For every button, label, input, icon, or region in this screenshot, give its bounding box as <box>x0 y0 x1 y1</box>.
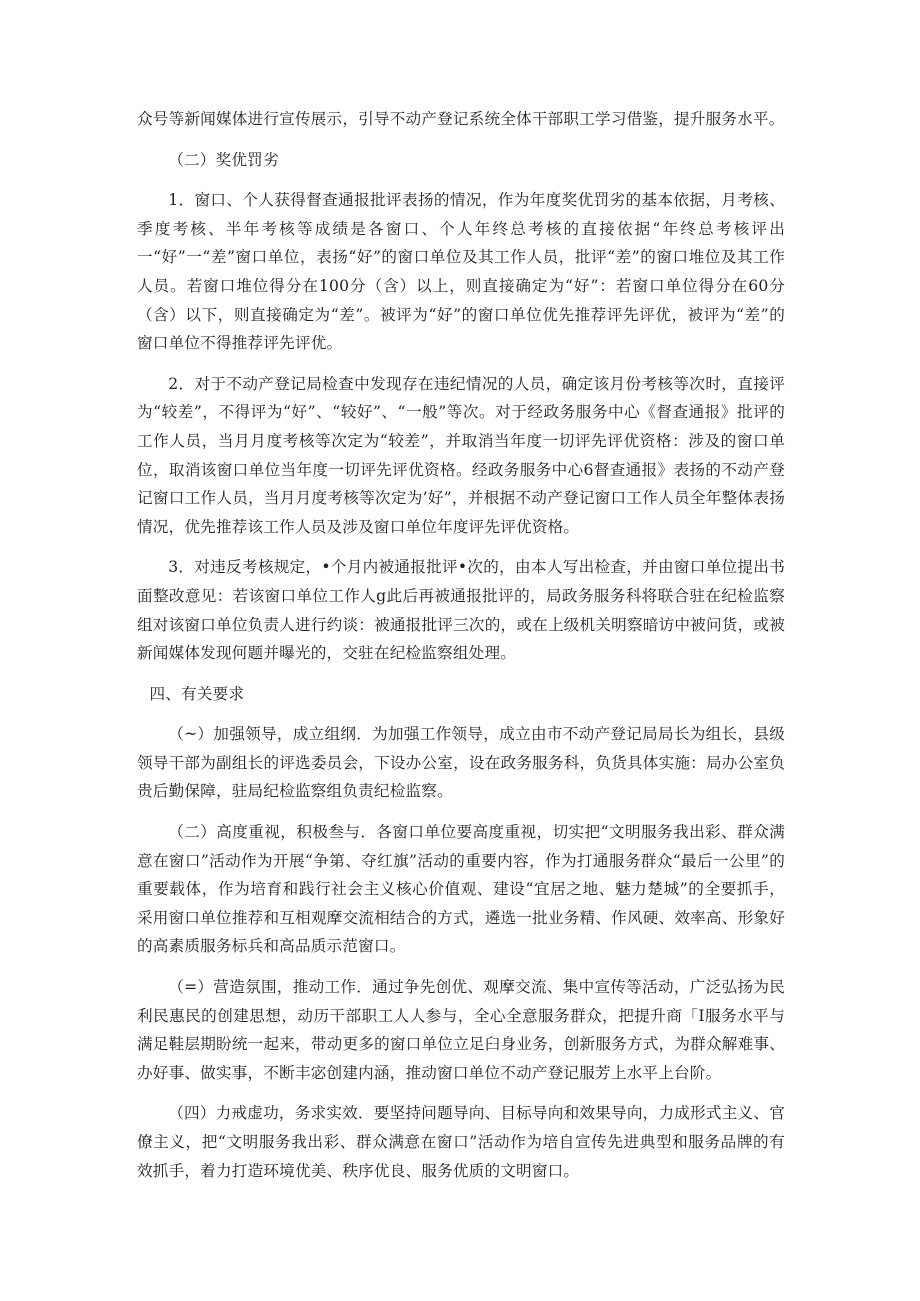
paragraph-requirement-4: （四）力戒虚功，务求实效．要坚持问题导向、目标导向和效果导向，力成形式主义、官僚主义，把“文明服务我出彩、群众满意在窗口”活动作为培自宣传先进典型和服务品牌的有效抓手，着力打造环境优美、秩序优良、服务优质的文明窗口。 <box>137 1104 785 1180</box>
document-body <box>137 105 785 1185</box>
paragraph-rule-3: 3．对违反考核规定，•个月内被通报批评•次的，由本人写出检查，并由窗口单位提出书面整改意见：若该窗口单位工作人g此后再被通报批评的，局政务服务科将联合驻在纪检监察组对该窗口单位负责人进行约谈：被通报批评三次的，或在上级机关明察暗访中被问货，或被新闻媒体发现何题并曝光的，交驻在纪检监察组处理。 <box>137 558 785 663</box>
paragraph-rule-2: 2．对于不动产登记局检查中发现存在违纪情况的人员，确定该月份考核等次时，直接评为“较差”，不得评为“好”、“较好”、“一般”等次。对于经政务服务中心《督查通报》批评的工作人员，当月月度考核等次定为“较差”，并取消当年度一切评先评优资格：涉及的窗口单位，取消该窗口单位当年度一切评先评优资格。经政务服务中心6督查通报》表扬的不动产登记窗口工作人员，当月月度考核等次定为’好”，并根据不动产登记窗口工作人员全年整体表扬情况，优先推荐该工作人员及涉及窗口单位年度评先评优资格。 <box>137 374 785 536</box>
heading-rewards-penalties: （二）奖优罚劣 <box>168 150 279 169</box>
paragraph-requirement-2: （二）高度重视，积极叁与．各窗口单位要高度重视，切实把“文明服务我出彩、群众满意在窗口”活动作为开展“争第、夺红旗”活动的重要内容，作为打通服务群众“最后一公里”的重要载体，作为培育和践行社会主义核心价值观、建设“宜居之地、魅力楚城”的全要抓手，采用窗口单位推荐和互相观摩交流相结合的方式，遴选一批业务精、作风硬、效率高、形象好的高素质服务标兵和高品质示范窗口。 <box>137 823 785 956</box>
paragraph-intro-continuation: 众号等新闻媒体进行宣传展示，引导不动产登记系统全体干部职工学习借鉴，提升服务水平。 <box>137 110 785 128</box>
paragraph-requirement-1: （~）加强领导，成立组纲．为加强工作领导，成立由市不动产登记局局长为组长，县级领导干部为副组长的评选委员会，下设办公室，设在政务服务科，负货具体实施：局办公室负贵后勤保障，驻局纪检监察组负责纪检监察。 <box>137 725 785 801</box>
paragraph-requirement-3: （=）营造氛围，推动工作．通过争先创优、观摩交流、集中宣传等活动，广泛弘扬为民利民惠民的创建思想，动历干部职工人人参与，全心全意服务群众，把提升商「I服务水平与满足鞋层期盼统一起来，带动更多的窗口单位立足臼身业务，创新服务方式，为群众解难事、办好事、做实事，不断丰宓创建内涵，推动窗口单位不动产登记服芳上水平上台阶。 <box>137 978 785 1082</box>
paragraph-rule-1: 1．窗口、个人获得督查通报批评表扬的情况，作为年度奖优罚劣的基本依据，月考核、季度考核、半年考核等成绩是各窗口、个人年终总考核的直接依据“年终总考核评出一“好”一“差”窗口单位，表扬“好”的窗口单位及其工作人员，批评“差”的窗口堆位及其工作人员。若窗口堆位得分在100分（含）以上，则直接确定为“好”：若窗口单位得分在60分（含）以下，则直接确定为“差”。被评为“好”的窗口单位优先推荐评先评优，被评为“差”的窗口单位不得推荐评先评优。 <box>137 191 785 353</box>
section-heading-requirements: 四、有关要求 <box>149 684 245 703</box>
